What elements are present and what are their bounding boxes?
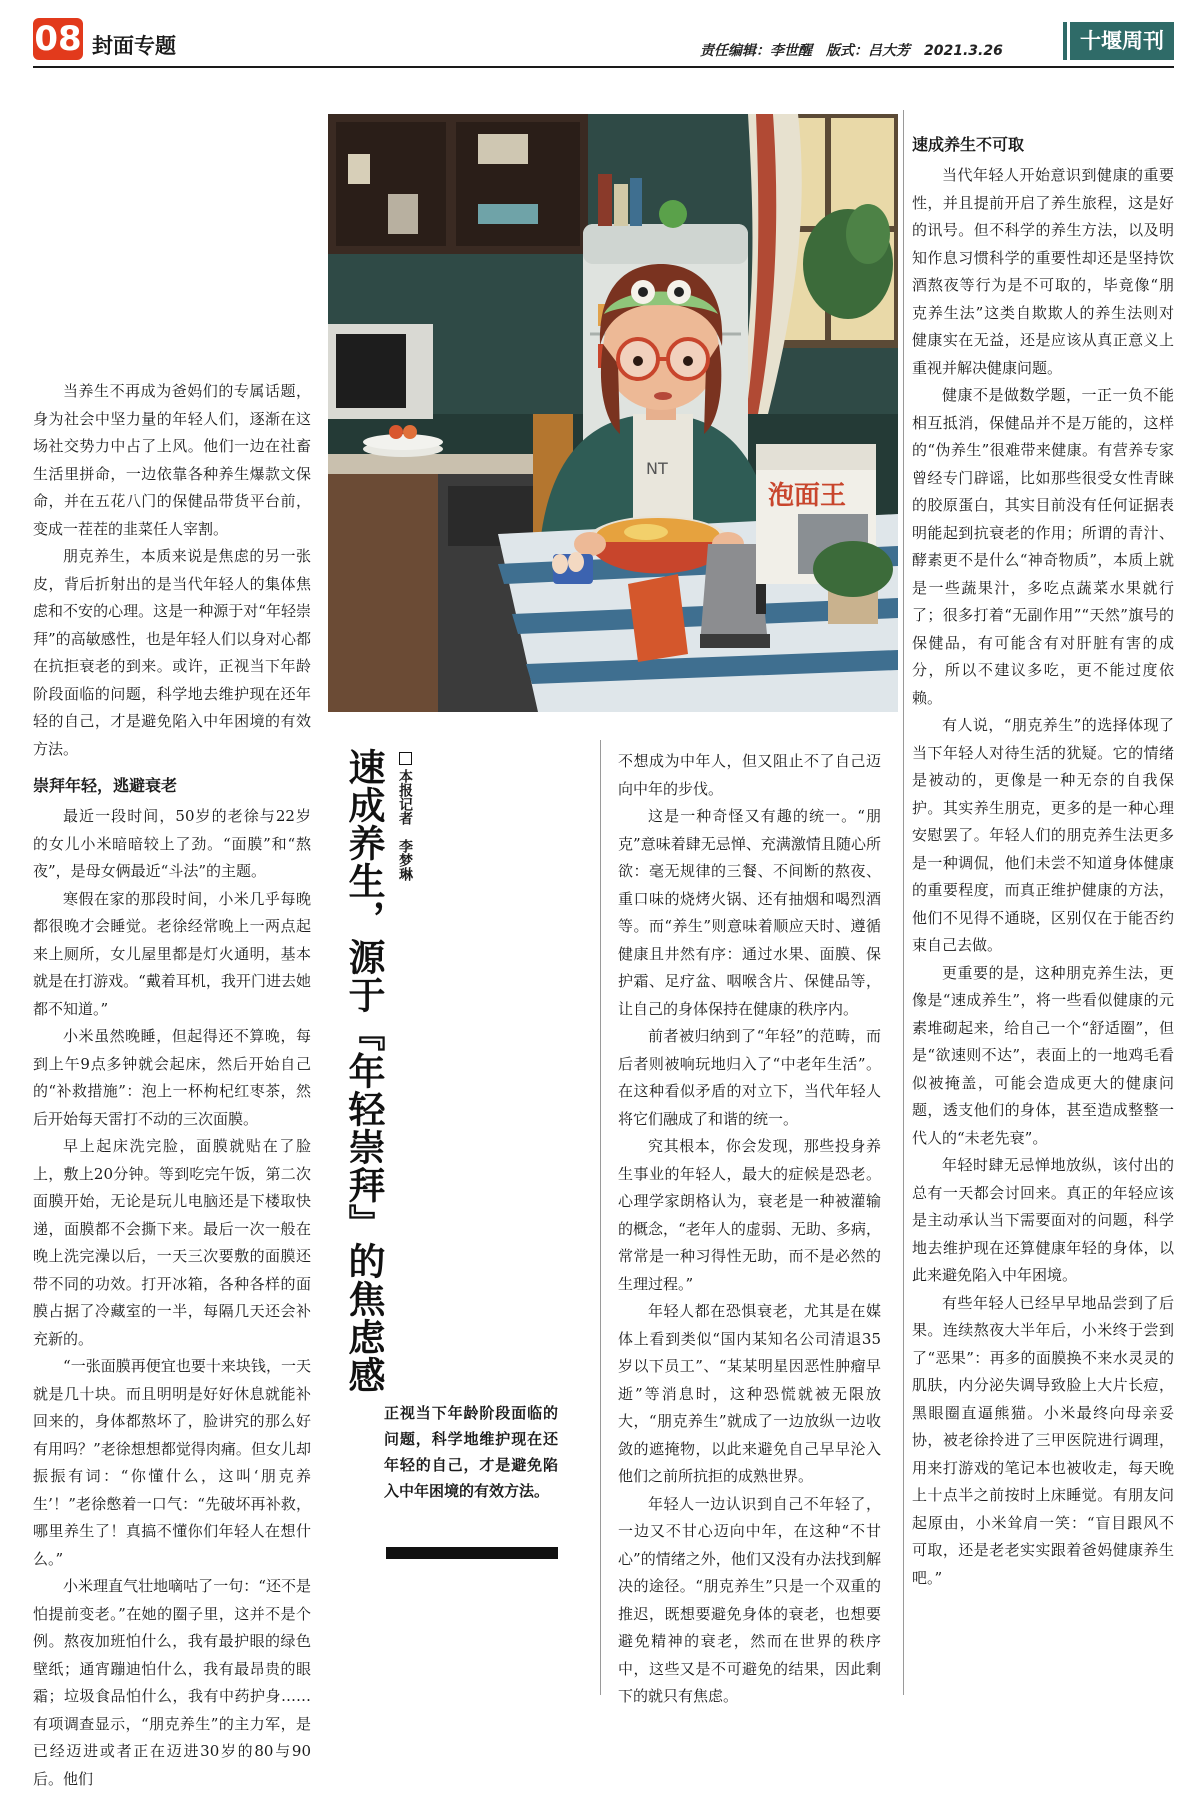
body-paragraph: 不想成为中年人，但又阻止不了自己迈向中年的步伐。 — [618, 752, 881, 798]
section-title: 封面专题 — [92, 34, 176, 58]
body-paragraph: 寒假在家的那段时间，小米几乎每晚都很晚才会睡觉。老徐经常晚上一两点起来上厕所，女儿屋里都是灯火通明，基本就是在打游戏。“戴着耳机，我开门进去她都不知道。” — [33, 889, 311, 1018]
article-column-3 — [618, 748, 881, 1711]
article-column-4 — [912, 130, 1174, 1592]
body-paragraph: 早上起床洗完脸，面膜就贴在了脸上，敷上20分钟。等到吃完午饭，第二次面膜开始，无论是玩儿电脑还是下楼取快递，面膜都不会撕下来。最后一次一般在晚上洗完澡以后，一天三次要敷的面膜还带不同的功效。打开冰箱，各种各样的面膜占据了冷藏室的一半，每隔几天还会补充新的。 — [33, 1137, 311, 1348]
masthead-logo: 十堰周刊 — [1070, 22, 1174, 60]
body-paragraph: 年轻人都在恐惧衰老，尤其是在媒体上看到类似“国内某知名公司清退35岁以下员工”、“某某明星因恶性肿瘤早逝”等消息时，这种恐慌就被无限放大，“朋克养生”就成了一边放纵一边收敛的遮掩物，以此来避免自己早早沦入他们之前所抗拒的成熟世界。 — [618, 1302, 881, 1485]
header-rule — [33, 66, 1174, 68]
body-paragraph: 当代年轻人开始意识到健康的重要性，并且提前开启了养生旅程，这是好的讯号。但不科学的养生方法，以及明知作息习惯科学的重要性却还是坚持饮酒熬夜等行为是不可取的，毕竟像“朋克养生法”这类自欺欺人的养生法则对健康实在无益，还是应该从真正意义上重视并解决健康问题。 — [912, 166, 1174, 377]
body-paragraph: 年轻人一边认识到自己不年轻了，一边又不甘心迈向中年，在这种“不甘心”的情绪之外，他们又没有办法找到解决的途径。“朋克养生”只是一个双重的推迟，既想要避免身体的衰老，也想要避免精神的衰老，然而在世界的秩序中，这些又是不可避免的结果，因此剩下的就只有焦虑。 — [618, 1494, 881, 1705]
body-paragraph: 小米虽然晚睡，但起得还不算晚，每到上午9点多钟就会起床，然后开始自己的“补救措施”：泡上一杯枸杞红枣茶，然后开始每天雷打不动的三次面膜。 — [33, 1027, 311, 1128]
body-paragraph: 小米理直气壮地嘀咕了一句：“还不是怕提前变老。”在她的圈子里，这并不是个例。熬夜加班怕什么，我有最护眼的绿色壁纸；通宵蹦迪怕什么，我有最昂贵的眼霜；垃圾食品怕什么，我有中药护身……有项调查显示，“朋克养生”的主力军，是已经迈进或者正在迈进30岁的80与90后。他们 — [33, 1577, 311, 1788]
body-paragraph: 最近一段时间，50岁的老徐与22岁的女儿小米暗暗较上了劲。“面膜”和“熬夜”，是母女俩最近“斗法”的主题。 — [33, 807, 311, 880]
column-divider — [903, 110, 904, 1695]
cover-illustration — [328, 114, 898, 712]
byline-marker — [399, 752, 412, 765]
intro-paragraph: 朋克养生，本质来说是焦虑的另一张皮，背后折射出的是当代年轻人的集体焦虑和不安的心理。这是一种源于对“年轻崇拜”的高敏感性，也是年轻人们以身对心都在抗拒衰老的到来。或许，正视当下年龄阶段面临的问题，科学地去维护现在还年轻的自己，才是避免陷入中年困境的有效方法。 — [33, 547, 311, 758]
body-paragraph: 有人说，“朋克养生”的选择体现了当下年轻人对待生活的犹疑。它的情绪是被动的，更像是一种无奈的自我保护。其实养生朋克，更多的是一种心理安慰罢了。年轻人们的朋克养生法更多是一种调侃，他们未尝不知道身体健康的重要程度，而真正维护健康的方法，他们不见得不通晓，区别仅在于能否约束自己去做。 — [912, 716, 1174, 954]
page-number: 08 — [34, 19, 82, 59]
body-paragraph: 更重要的是，这种朋克养生法，更像是“速成养生”，将一些看似健康的元素堆砌起来，给自己一个“舒适圈”，但是“欲速则不达”，表面上的一地鸡毛看似被掩盖，可能会造成更大的健康问题，透支他们的身体，甚至造成整整一代人的“未老先衰”。 — [912, 963, 1174, 1147]
subhead: 速成养生不可取 — [912, 135, 1025, 154]
article-column-1 — [33, 378, 311, 1793]
body-paragraph: 健康不是做数学题，一正一负不能相互抵消，保健品并不是万能的，这样的“伪养生”很难带来健康。有营养专家曾经专门辟谣，比如那些很受女性青睐的胶原蛋白，其实目前没有任何证据表明能起到抗衰老的作用；所谓的青汁、酵素更不是什么“神奇物质”，本质上就是一些蔬果汁，多吃点蔬菜水果就行了；很多打着“无副作用”“天然”旗号的保健品，有可能含有对肝脏有害的成分，所以不建议多吃，更不能过度依赖。 — [912, 386, 1174, 707]
article-headline: 速成养生，源于『年轻崇拜』的焦虑感 — [342, 748, 385, 1394]
body-paragraph: “一张面膜再便宜也要十来块钱，一天就是几十块。而且明明是好好休息就能补回来的，身体都熬坏了，脸讲究的那么好有用吗？”老徐想想都觉得肉痛。但女儿却振振有词：“你懂什么，这叫‘朋克养生’！”老徐憋着一口气：“先破坏再补救，哪里养生了！真搞不懂你们年轻人在想什么。” — [33, 1357, 311, 1568]
box-text: 泡面王 — [768, 481, 847, 511]
pull-quote: 正视当下年龄阶段面临的问题，科学地维护现在还年轻的自己，才是避免陷入中年困境的有效方法。 — [384, 1404, 558, 1500]
byline — [392, 752, 416, 881]
subhead: 崇拜年轻，逃避衰老 — [33, 776, 178, 795]
body-paragraph: 究其根本，你会发现，那些投身养生事业的年轻人，最大的症候是恐老。心理学家朗格认为，衰老是一种被灌输的概念，“老年人的虚弱、无助、多病，常常是一种习得性无助，而不是必然的生理过程。” — [618, 1137, 881, 1293]
body-paragraph: 有些年轻人已经早早地品尝到了后果。连续熬夜大半年后，小米终于尝到了“恶果”：再多的面膜换不来水灵灵的肌肤，内分泌失调导致脸上大片长痘，黑眼圈直逼熊猫。小米最终向母亲妥协，被老徐拎进了三甲医院进行调理，用来打游戏的笔记本也被收走，每天晚上十点半之前按时上床睡觉。有朋友问起原由，小米耸肩一笑：“盲目跟风不可取，还是老老实实跟着爸妈健康养生吧。” — [912, 1293, 1174, 1587]
body-paragraph: 这是一种奇怪又有趣的统一。“朋克”意味着肆无忌惮、充满激情且随心所欲：毫无规律的三餐、不间断的熬夜、重口味的烧烤火锅、还有抽烟和喝烈酒等。而“养生”则意味着顺应天时、遵循健康且井然有序：通过水果、面膜、保护霜、足疗盆、咽喉含片、保健品等，让自己的身体保持在健康的秩序内。 — [618, 807, 881, 1018]
column-divider — [600, 740, 601, 1695]
intro-paragraph: 当养生不再成为爸妈们的专属话题，身为社会中坚力量的年轻人们，逐渐在这场社交势力中占了上风。他们一边在社畜生活里拼命，一边依靠各种养生爆款文保命，并在五花八门的保健品带货平台前，变成一茬茬的韭菜任人宰割。 — [33, 382, 311, 538]
body-paragraph: 年轻时肆无忌惮地放纵，该付出的总有一天都会讨回来。真正的年轻应该是主动承认当下需要面对的问题，科学地去维护现在还算健康年轻的身体，以此来避免陷入中年困境。 — [912, 1156, 1174, 1284]
sweater-text: NT — [646, 459, 668, 478]
byline-text: 本报记者 李梦琳 — [397, 769, 413, 881]
editor-credits: 责任编辑：李世醒 版式：吕大芳 2021.3.26 — [700, 43, 1003, 59]
pull-quote-bar — [386, 1547, 558, 1559]
body-paragraph: 前者被归纳到了“年轻”的范畴，而后者则被响玩地归入了“中老年生活”。在这种看似矛盾的对立下，当代年轻人将它们融成了和谐的统一。 — [618, 1027, 881, 1128]
